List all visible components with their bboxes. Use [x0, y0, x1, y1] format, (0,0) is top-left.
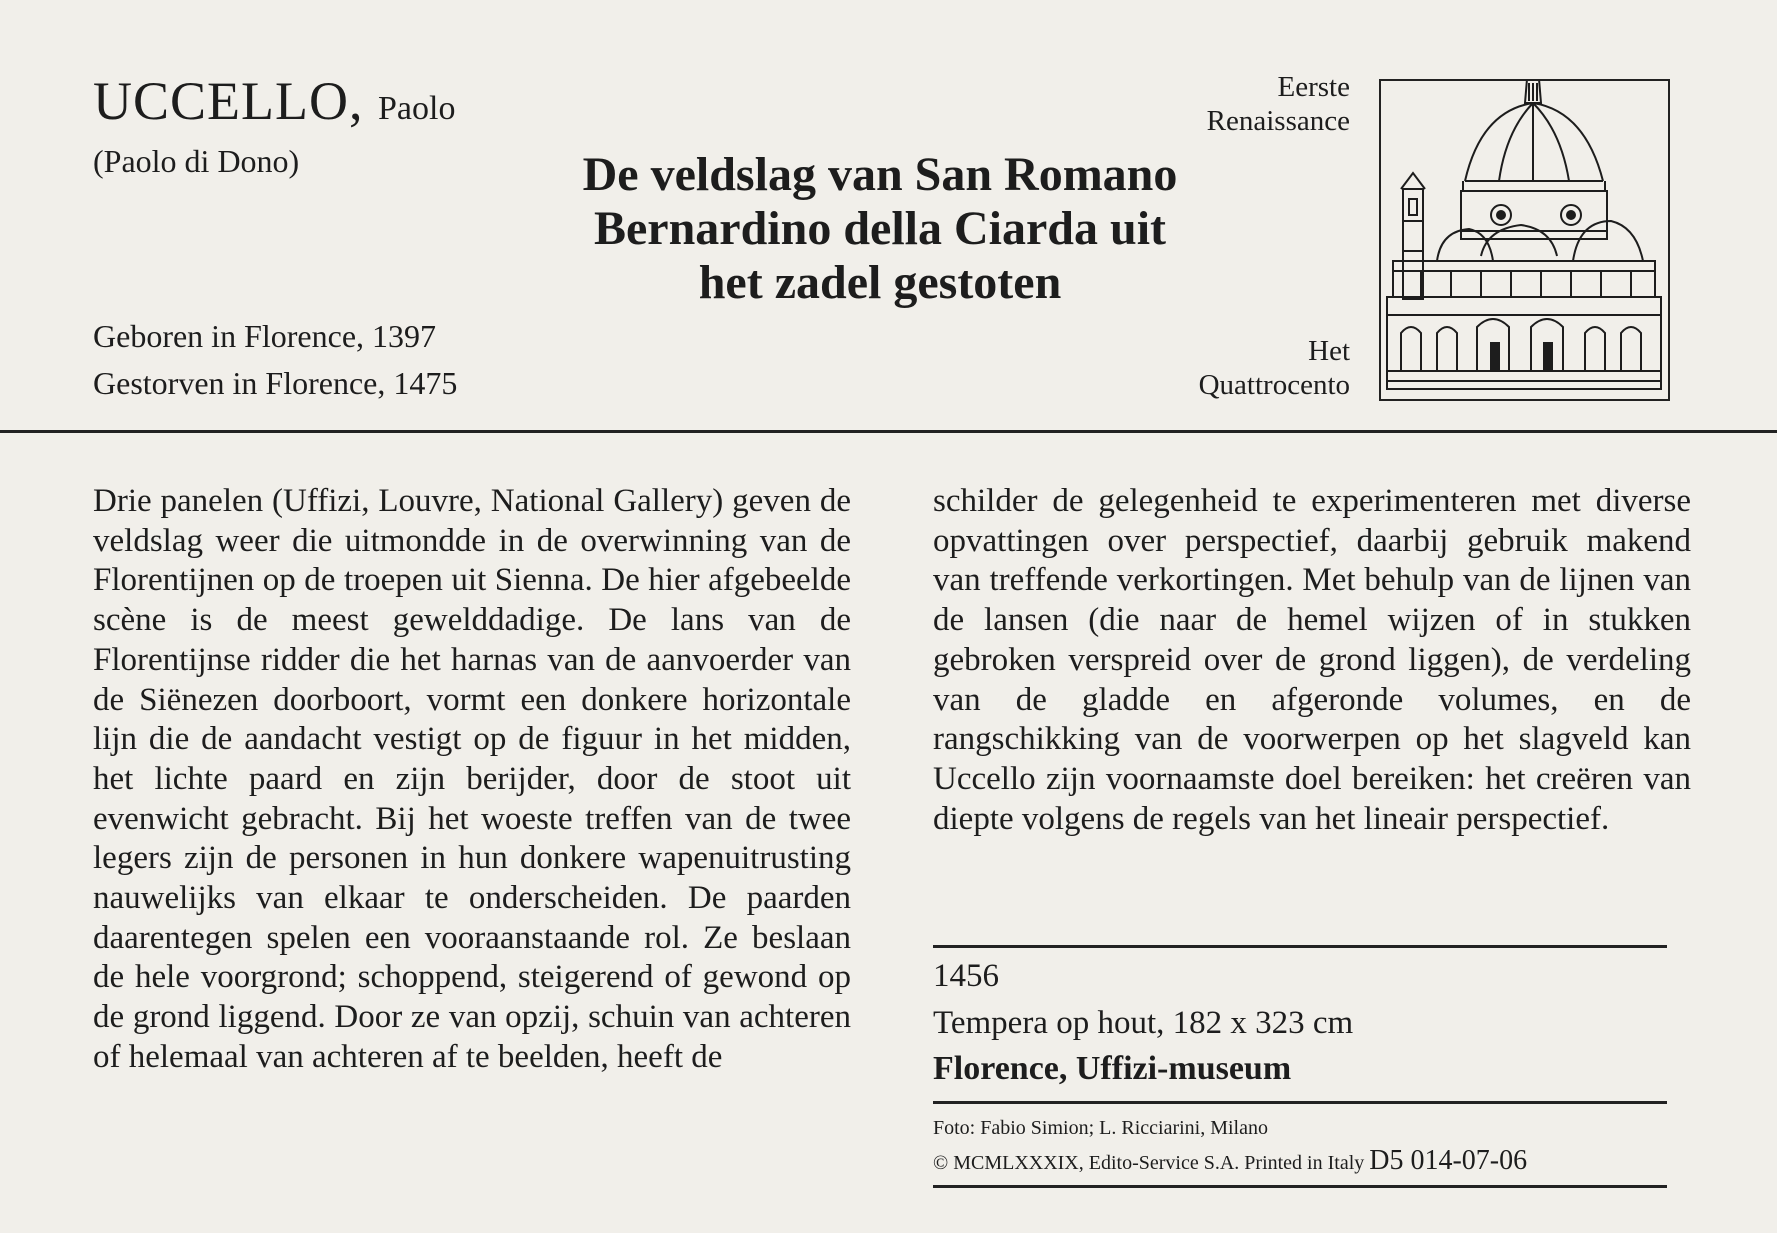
period-line: Renaissance	[1206, 105, 1350, 137]
period-label-top	[1207, 70, 1350, 138]
period-line: Quattrocento	[1198, 369, 1350, 401]
title-line: Bernardino della Ciarda uit	[593, 202, 1167, 255]
painting-date: 1456	[933, 958, 999, 994]
period-line: Eerste	[1277, 71, 1350, 103]
photo-credit: Foto: Fabio Simion; L. Ricciarini, Milano	[933, 1117, 1268, 1139]
emblem-frame	[1379, 79, 1670, 401]
death-info: Gestorven in Florence, 1475	[93, 365, 458, 401]
card-code: D5 014-07-06	[1369, 1145, 1528, 1176]
copyright-text: © MCMLXXXIX, Edito-Service S.A. Printed in Italy	[933, 1152, 1365, 1174]
copyright-line	[933, 1145, 1527, 1177]
details-divider	[933, 1101, 1667, 1104]
description-column-left	[93, 482, 851, 1078]
description-column-right	[933, 482, 1691, 839]
painting-location: Florence, Uffizi-museum	[933, 1050, 1292, 1087]
title-line: De veldslag van San Romano	[582, 148, 1178, 201]
birth-info: Geboren in Florence, 1397	[93, 318, 437, 354]
description-text: Drie panelen (Uffizi, Louvre, National Gallery) geven de veldslag weer die uitmondde in de overwinning van de Florentijnen op de troepen uit Sienna. De hier afgebeelde scène is de meest gewelddadige. De lans van de Florentijnse ridder die het harnas van de aanvoerder van de Siënezen doorboort, vormt een donkere horizontale lijn die de aandacht vestigt op de figuur in het midden, het lichte paard en zijn berijder, door de stoot uit evenwicht gebracht. Bij het woeste treffen van de twee legers zijn de personen in hun donkere wapenuitrusting nauwelijks van elkaar te onderscheiden. De paarden daarentegen spelen een vooraanstaande rol. Ze beslaan de hele voorgrond; schoppend, steigerend of gewond op de grond liggend. Door ze van opzij, schuin van achteren of helemaal van achteren af te beelden, heeft de	[93, 483, 851, 1075]
painting-medium: Tempera op hout, 182 x 323 cm	[933, 1005, 1354, 1041]
painting-title	[480, 148, 1280, 310]
details-divider	[933, 945, 1667, 948]
artist-given-name: Paolo	[378, 90, 456, 127]
florence-cathedral-dome-icon	[1381, 81, 1668, 399]
period-label-bottom	[1199, 334, 1350, 402]
title-line: het zadel gestoten	[698, 256, 1062, 309]
artist-alias: (Paolo di Dono)	[93, 143, 300, 179]
description-text: schilder de gelegenheid te experimenteren met diverse opvattingen over perspectief, daarbij gebruik makend van treffende verkortingen. Met behulp van de lijnen van de lansen (die naar de hemel wijzen of in stukken gebroken verspreid over de grond liggen), de verdeling van de gladde en afgeronde volumes, en de rangschikking van de voorwerpen op het slagveld kan Uccello zijn voornaamste doel bereiken: het creëren van diepte volgens de regels van het lineair perspectief.	[933, 483, 1691, 837]
artist-name	[93, 70, 455, 132]
header-divider	[0, 430, 1777, 433]
period-line: Het	[1308, 335, 1350, 367]
artist-surname: UCCELLO,	[93, 71, 364, 131]
footer-divider	[933, 1185, 1667, 1188]
